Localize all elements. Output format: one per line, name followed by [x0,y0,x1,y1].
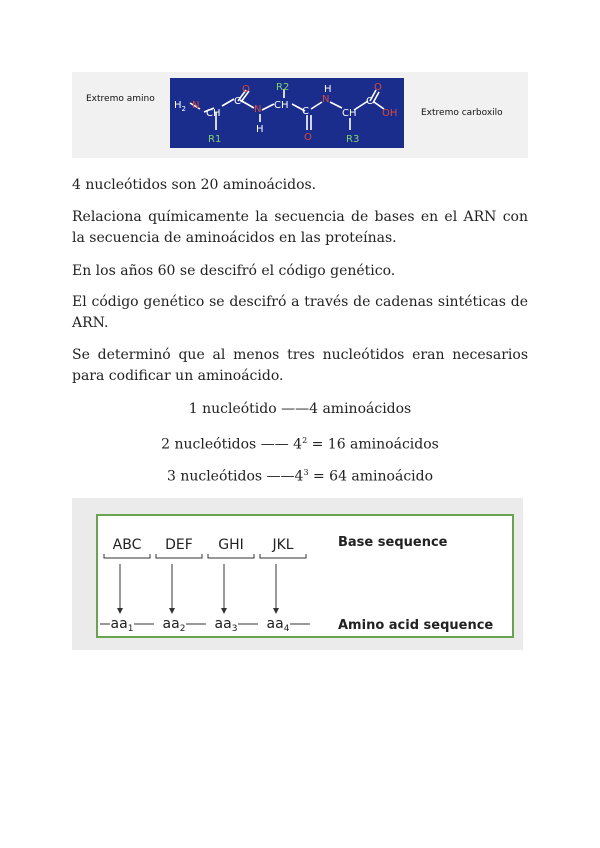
peptide-structure-image [170,78,404,148]
atom-n: N [322,94,330,105]
r3-label: R3 [346,134,360,145]
amino-acid-1: $aa_1$ [110,616,134,634]
paragraph-1: 4 nucleótidos son 20 aminoácidos. [72,177,317,193]
atom-oh: OH [382,108,398,119]
atom-h: H [324,84,332,95]
amino-acid-sequence-label: Amino acid sequence [338,618,494,633]
codon-3: GHI [218,537,244,553]
paragraph-4: El código genético se descifró a través de cadenas sintéticas de ARN. [72,294,528,331]
amino-end-label: Extremo amino [86,94,155,104]
atom-ch: CH [206,108,221,119]
amino-acid-4: $aa_4$ [266,616,290,634]
nucleotide-line-2: 2 nucleótidos —— $4^2 = 16$ aminoácidos [161,436,439,453]
atom-o: O [304,132,312,143]
codon-brackets [104,554,306,558]
codon-figure [72,498,523,650]
atom-c: C [366,96,373,107]
codon-4: JKL [272,537,294,553]
carboxyl-end-label: Extremo carboxilo [421,108,503,118]
atom-o: O [242,84,250,95]
atom-h2: $H_2$ [174,100,186,113]
atom-ch: CH [274,100,289,111]
amino-acid-2: $aa_2$ [162,616,186,634]
amino-acid-3: $aa_3$ [214,616,238,634]
atom-c: C [302,106,309,117]
arrow-heads [117,608,279,614]
atom-n: N [192,100,200,111]
atom-o: O [374,82,382,93]
codon-arrows [120,564,276,610]
atom-n: N [254,104,262,115]
r2-label: R2 [276,82,290,93]
codon-2: DEF [165,537,193,553]
paragraph-5: Se determinó que al menos tres nucleótidos eran necesarios para codificar un aminoácido. [72,347,528,384]
r1-label: R1 [208,134,222,145]
paragraph-2: Relaciona químicamente la secuencia de bases en el ARN con la secuencia de aminoácidos en las proteínas. [72,209,528,246]
paragraph-3: En los años 60 se descifró el código genético. [72,263,396,279]
atom-c: C [234,96,241,107]
nucleotide-line-3: 3 nucleótidos $——4^3 = 64$ aminoácido [166,468,434,485]
codon-1: ABC [112,537,142,553]
codon-diagram-svg [98,516,512,636]
nucleotide-line-1: 1 nucleótido ——4 aminoácidos [188,401,412,417]
codon-figure-frame [96,514,514,638]
peptide-structure-svg [170,78,404,148]
atom-h: H [256,124,264,135]
base-sequence-label: Base sequence [338,535,448,550]
atom-ch: CH [342,108,357,119]
peptide-figure [72,72,528,158]
